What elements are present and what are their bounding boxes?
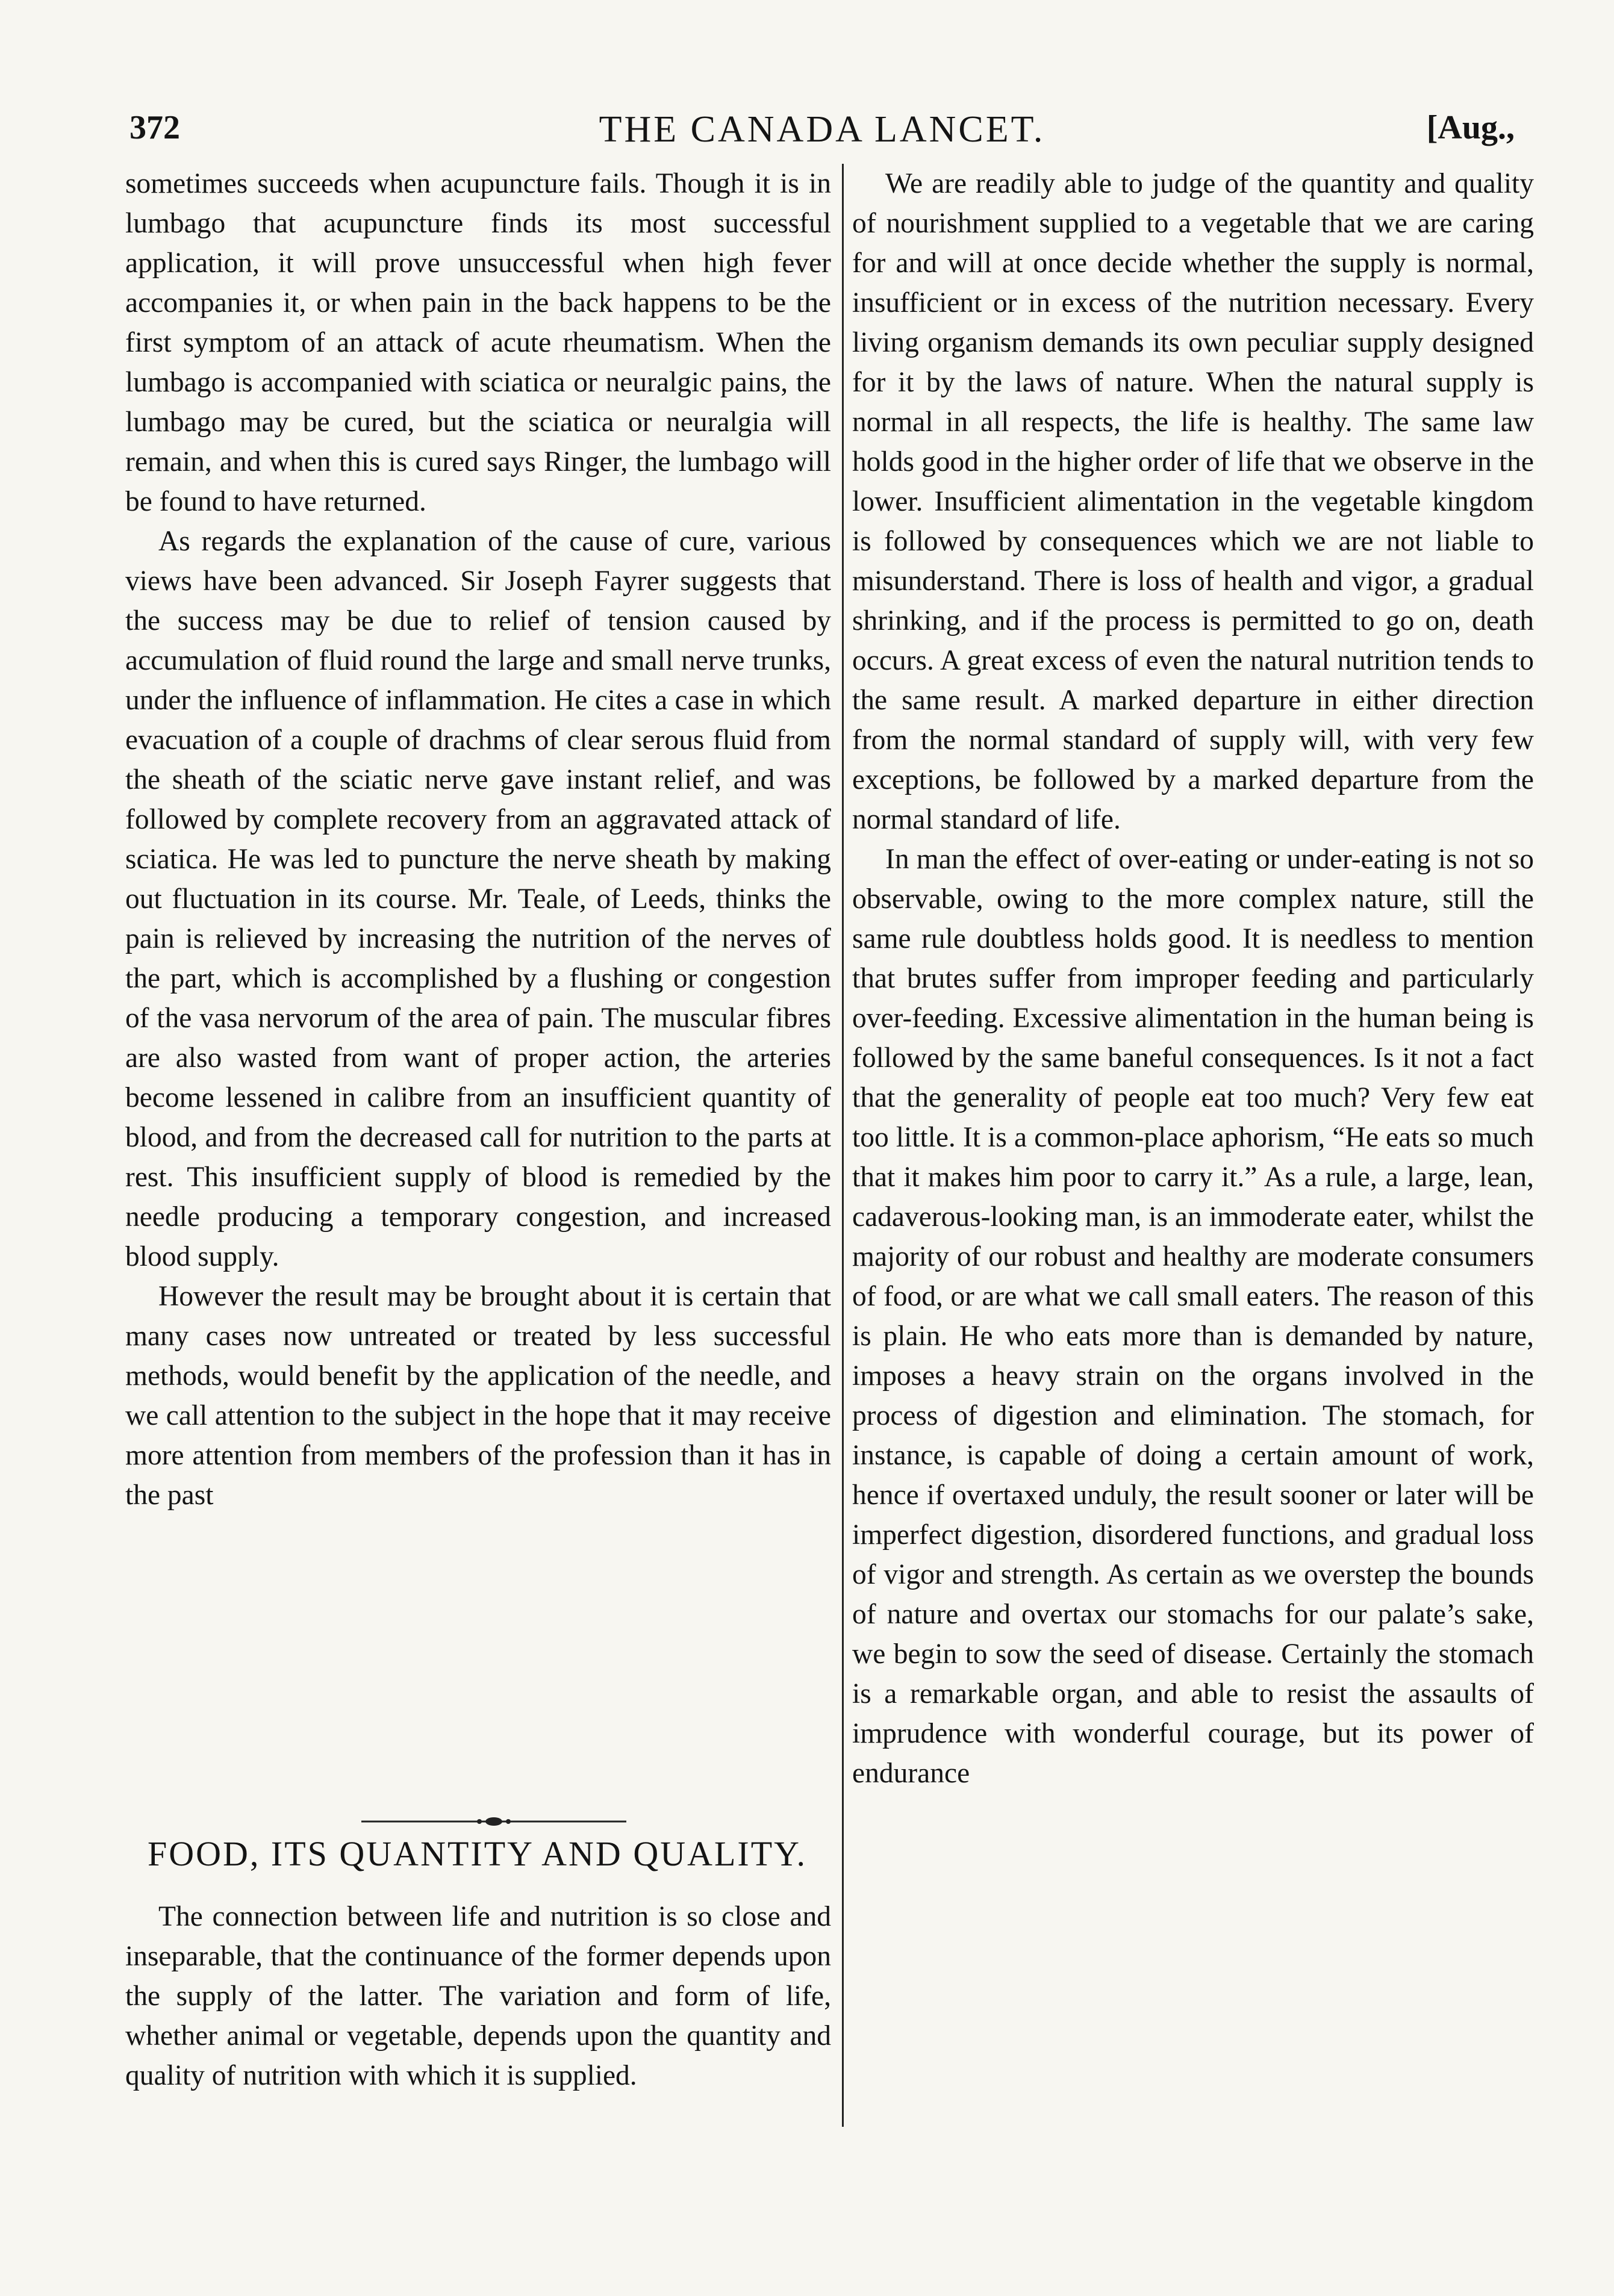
- left-column-food-section: [125, 1897, 831, 2095]
- paragraph-result: However the result may be brought about it is certain that many cases now untreated or treated by less successful methods, would benefit by the application of the needle, and we call attention to the subject in the hope that it may receive more attention from members of the profession than it has in the past: [125, 1281, 831, 1511]
- page-number: 372: [129, 109, 180, 146]
- paragraph-life-and-nutrition: The connection between life and nutrition is so close and inseparable, that the continuance of the former depends upon the supply of the latter. The variation and form of life, whether animal or vegetable, depends upon the quantity and quality of nutrition with which it is supplied.: [125, 1901, 831, 2091]
- page-header: [129, 90, 1515, 163]
- column-divider: [842, 164, 844, 2127]
- paragraph-man-over-eating: In man the effect of over-eating or under-eating is not so observable, owing to the more complex nature, still the same rule doubtless holds good. It is needless to mention that brutes suffer from improper feeding and particularly over-feeding. Excessive alimentation in the human being is followed by the same baneful consequences. Is it not a fact that the generality of people eat too much? Very few eat too little. It is a common-place aphorism, “He eats so much that it makes him poor to carry it.” As a rule, a large, lean, cadaverous-looking man, is an immoderate eater, whilst the majority of our robust and healthy are moderate consumers of food, or are what we call small eaters. The reason of this is plain. He who eats more than is demanded by nature, imposes a heavy strain on the organs involved in the process of digestion and elimination. The stomach, for instance, is capable of doing a certain amount of work, hence if overtaxed unduly, the result sooner or later will be imperfect digestion, disordered functions, and gradual loss of vigor and strength. As certain as we overstep the bounds of nature and overtax our stomachs for our palate’s sake, we begin to sow the seed of disease. Certainly the stomach is a remarkable organ, and able to resist the assaults of imprudence with wonderful courage, but its power of endurance: [852, 844, 1534, 1789]
- paragraph-cause-of-cure: As regards the explanation of the cause of cure, various views have been advanced. Sir Joseph Fayrer suggests that the success may be due to relief of tension caused by accumulation of fluid round the large and small nerve trunks, under the influence of inflammation. He cites a case in which evacuation of a couple of drachms of clear serous fluid from the sheath of the sciatic nerve gave instant relief, and was followed by complete recovery from an aggravated attack of sciatica. He was led to puncture the nerve sheath by making out fluctuation in its course. Mr. Teale, of Leeds, thinks the pain is relieved by increasing the nutrition of the nerves of the part, which is accomplished by a flushing or congestion of the vasa nervorum of the area of pain. The muscular fibres are also wasted from want of proper action, the arteries become lessened in calibre from an insufficient quantity of blood, and from the decreased call for nutrition to the parts at rest. This insufficient supply of blood is remedied by the needle producing a temporary congestion, and increased blood supply.: [125, 526, 831, 1272]
- journal-title: THE CANADA LANCET.: [599, 109, 1045, 150]
- section-divider-ornament: [361, 1812, 626, 1831]
- right-column: [852, 164, 1534, 1793]
- paragraph-vegetable-nourishment: We are readily able to judge of the quantity and quality of nourishment supplied to a vegetable that we are caring for and will at once decide whether the supply is normal, insufficient or in excess of the nutrition necessary. Every living organism demands its own peculiar supply designed for it by the laws of nature. When the natural supply is normal in all respects, the life is healthy. The same law holds good in the higher order of life that we observe in the lower. Insufficient alimentation in the vegetable kingdom is followed by consequences which we are not liable to misunderstand. There is loss of health and vigor, a gradual shrinking, and if the process is permitted to go on, death occurs. A great excess of even the natural nutrition tends to the same result. A marked departure in either direction from the normal standard of supply will, with very few exceptions, be followed by a marked departure from the normal standard of life.: [852, 168, 1534, 835]
- section-title: FOOD, ITS QUANTITY AND QUALITY.: [148, 1834, 808, 1873]
- left-column: [125, 164, 831, 1515]
- paragraph-acupuncture-lumbago: sometimes succeeds when acupuncture fails. Though it is in lumbago that acupuncture finds its most successful application, it will prove unsuccessful when high fever accompanies it, or when pain in the back happens to be the first symptom of an attack of acute rheumatism. When the lumbago is accompanied with sciatica or neuralgic pains, the lumbago may be cured, but the sciatica or neuralgia will remain, and when this is cured says Ringer, the lumbago will be found to have returned.: [125, 168, 831, 517]
- issue-month: [Aug.,: [1426, 109, 1515, 146]
